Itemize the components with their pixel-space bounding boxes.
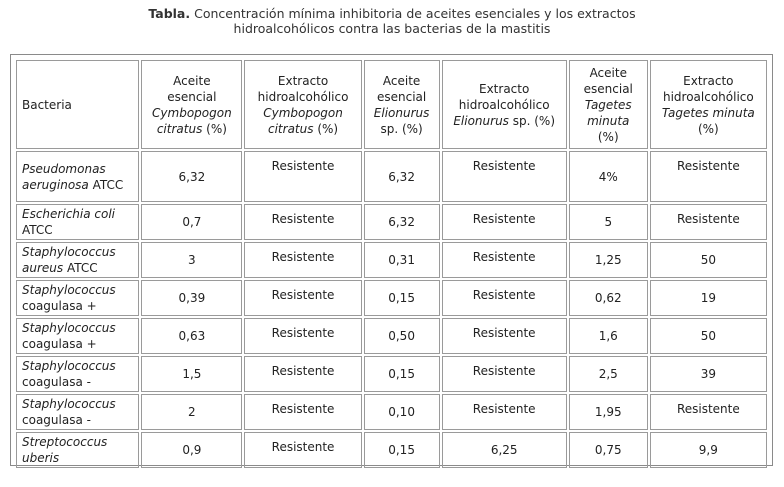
header-text: Extracto hidroalcohólico: [257, 73, 349, 104]
table-caption: [0, 6, 784, 36]
value-cell-col-2: Resistente: [244, 151, 361, 202]
value-cell-col-2: Resistente: [244, 432, 361, 468]
bacteria-strain: ATCC: [92, 177, 124, 192]
value-cell-col-6: Resistente: [650, 394, 767, 430]
value-cell-col-5: 1,25: [569, 242, 648, 278]
value-cell-col-1: 3: [141, 242, 242, 278]
value-cell-col-3: 0,10: [364, 394, 440, 430]
bacteria-cell: [16, 151, 139, 202]
header-col-1: [141, 60, 242, 149]
value-cell-col-2: Resistente: [244, 242, 361, 278]
header-unit: sp. (%): [512, 113, 556, 128]
value-cell-col-4: Resistente: [442, 242, 567, 278]
value-cell-col-3: 0,15: [364, 356, 440, 392]
value-cell-col-4: Resistente: [442, 151, 567, 202]
bacteria-strain: coagulasa +: [22, 337, 97, 351]
header-col-5: [569, 60, 648, 149]
caption-text-1: Concentración mínima inhibitoria de aceites esenciales y los extractos: [190, 6, 636, 21]
value-cell-col-3: 6,32: [364, 151, 440, 202]
header-text: Extracto hidroalcohólico: [458, 81, 550, 112]
value-cell-col-4: Resistente: [442, 204, 567, 240]
header-species: Elionurus: [453, 113, 509, 128]
bacteria-name: Staphylococcus: [22, 359, 116, 373]
bacteria-cell: [16, 242, 139, 278]
header-text: Bacteria: [22, 97, 72, 112]
bacteria-strain: ATCC: [22, 223, 53, 237]
table-frame: [10, 54, 773, 466]
header-species: Tagetes minuta: [584, 97, 632, 128]
value-cell-col-1: 1,5: [141, 356, 242, 392]
value-cell-col-1: 6,32: [141, 151, 242, 202]
header-text: Aceite esencial: [167, 73, 217, 104]
value-cell-col-6: Resistente: [650, 151, 767, 202]
value-cell-col-3: 6,32: [364, 204, 440, 240]
bacteria-name: Staphylococcus: [22, 321, 116, 335]
value-cell-col-6: 39: [650, 356, 767, 392]
table-row: [16, 204, 767, 240]
bacteria-cell: [16, 356, 139, 392]
bacteria-strain: coagulasa -: [22, 375, 91, 389]
bacteria-name: Staphylococcus: [22, 283, 116, 297]
caption-line-2: hidroalcohólicos contra las bacterias de la mastitis: [233, 21, 551, 36]
value-cell-col-3: 0,15: [364, 432, 440, 468]
value-cell-col-5: 5: [569, 204, 648, 240]
value-cell-col-3: 0,15: [364, 280, 440, 316]
bacteria-cell: [16, 280, 139, 316]
value-cell-col-2: Resistente: [244, 204, 361, 240]
value-cell-col-5: 2,5: [569, 356, 648, 392]
bacteria-cell: [16, 318, 139, 354]
header-col-3: [364, 60, 440, 149]
table-row: [16, 280, 767, 316]
bacteria-name: Streptococcus uberis: [22, 435, 108, 465]
value-cell-col-5: 1,95: [569, 394, 648, 430]
value-cell-col-5: 0,75: [569, 432, 648, 468]
value-cell-col-6: 50: [650, 242, 767, 278]
bacteria-strain: coagulasa -: [22, 413, 91, 427]
table-row: [16, 432, 767, 468]
value-cell-col-3: 0,50: [364, 318, 440, 354]
header-species: Elionurus: [373, 105, 430, 120]
header-unit: (%): [597, 129, 619, 144]
header-species: Tagetes minuta: [661, 105, 755, 120]
table-row: [16, 242, 767, 278]
value-cell-col-2: Resistente: [244, 394, 361, 430]
value-cell-col-1: 0,63: [141, 318, 242, 354]
bacteria-cell: [16, 204, 139, 240]
value-cell-col-6: 9,9: [650, 432, 767, 468]
header-species: Cymbopogon citratus: [152, 105, 232, 136]
value-cell-col-6: Resistente: [650, 204, 767, 240]
header-col-4: [442, 60, 567, 149]
header-col-6: [650, 60, 767, 149]
header-unit: (%): [697, 121, 719, 136]
value-cell-col-4: Resistente: [442, 394, 567, 430]
bacteria-name: Escherichia coli: [22, 207, 115, 221]
value-cell-col-3: 0,31: [364, 242, 440, 278]
value-cell-col-2: Resistente: [244, 356, 361, 392]
bacteria-cell: [16, 432, 139, 468]
bacteria-cell: [16, 394, 139, 430]
value-cell-col-1: 0,9: [141, 432, 242, 468]
bacteria-name: Staphylococcus aureus: [22, 245, 116, 275]
caption-line-1: [0, 6, 784, 21]
table-row: [16, 318, 767, 354]
value-cell-col-1: 0,39: [141, 280, 242, 316]
table-row: [16, 394, 767, 430]
header-text: Extracto hidroalcohólico: [662, 73, 754, 104]
header-col-2: [244, 60, 361, 149]
value-cell-col-2: Resistente: [244, 280, 361, 316]
value-cell-col-4: Resistente: [442, 280, 567, 316]
value-cell-col-4: Resistente: [442, 318, 567, 354]
header-bacteria: [16, 60, 139, 149]
value-cell-col-4: Resistente: [442, 356, 567, 392]
value-cell-col-6: 19: [650, 280, 767, 316]
value-cell-col-5: 4%: [569, 151, 648, 202]
value-cell-col-2: Resistente: [244, 318, 361, 354]
value-cell-col-1: 2: [141, 394, 242, 430]
value-cell-col-6: 50: [650, 318, 767, 354]
bacteria-strain: coagulasa +: [22, 299, 97, 313]
value-cell-col-1: 0,7: [141, 204, 242, 240]
header-text: Aceite esencial: [583, 65, 633, 96]
header-unit: (%): [317, 121, 339, 136]
value-cell-col-5: 1,6: [569, 318, 648, 354]
bacteria-name: Staphylococcus: [22, 397, 116, 411]
caption-label: Tabla.: [148, 6, 191, 21]
header-unit: (%): [206, 121, 227, 136]
header-text: Aceite esencial: [376, 73, 427, 104]
table-row: [16, 151, 767, 202]
header-unit: sp. (%): [380, 121, 423, 136]
header-row: [16, 60, 767, 149]
value-cell-col-4: 6,25: [442, 432, 567, 468]
table-row: [16, 356, 767, 392]
value-cell-col-5: 0,62: [569, 280, 648, 316]
bacteria-strain: ATCC: [66, 261, 98, 275]
mic-table: [14, 58, 769, 470]
header-species: Cymbopogon citratus: [263, 105, 343, 136]
bacteria-name: Pseudomonas aeruginosa: [22, 161, 106, 192]
